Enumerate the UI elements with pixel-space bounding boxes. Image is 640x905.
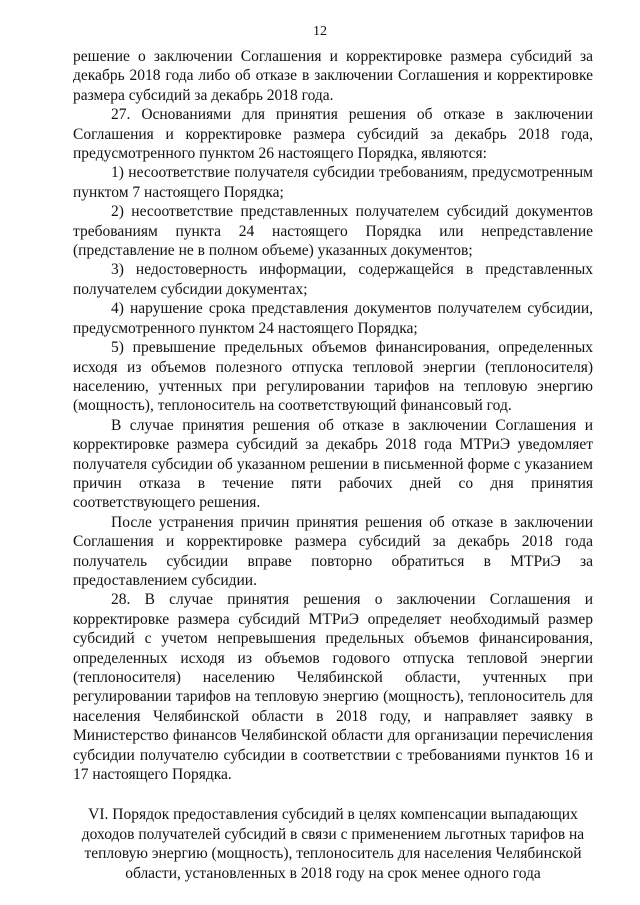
list-item-5: 5) превышение предельных объемов финансирования, определенных исходя из объемов полезного отпуска тепловой энергии (теплоносителя) населению, учтенных при регулировании тарифов на тепловую энергию (мощность), теплоноситель на соответствующий финансовый год. bbox=[73, 339, 593, 415]
list-item-3: 3) недостоверность информации, содержащейся в представленных получателем субсидии документах; bbox=[73, 261, 593, 298]
paragraph-refusal-notice: В случае принятия решения об отказе в заключении Соглашения и корректировке размера субсидий за декабрь 2018 года МТРиЭ уведомляет получателя субсидии об указанном решении в письменной форме с указанием причин отказа в течение пяти рабочих дней со дня принятия соответствующего решения. bbox=[73, 416, 593, 512]
list-item-2: 2) несоответствие представленных получателем субсидий документов требованиям пункта 24 настоящего Порядка или непредставление (представление не в полном объеме) указанных документов; bbox=[73, 203, 593, 260]
section-heading: VI. Порядок предоставления субсидий в целях компенсации выпадающих доходов получателей субсидий в связи с применением льготных тарифов на тепловую энергию (мощность), теплоноситель для населения Челябинской области, установленных в 2018 году на срок менее одного года bbox=[81, 806, 585, 882]
paragraph-28: 28. В случае принятия решения о заключении Соглашения и корректировке размера субсидий МТРиЭ определяет необходимый размер субсидий с учетом непревышения предельных объемов финансирования, определенных исходя из объемов годового отпуска тепловой энергии (теплоносителя) населению Челябинской области, учтенных при регулировании тарифов на тепловую энергию (мощность), теплоноситель для населения Челябинской области в 2018 году, и направляет заявку в Министерство финансов Челябинской области для организации перечисления субсидии получателю субсидии в соответствии с требованиями пунктов 16 и 17 настоящего Порядка. bbox=[73, 591, 593, 784]
page-number: 12 bbox=[313, 24, 327, 39]
paragraph-intro: решение о заключении Соглашения и корректировке размера субсидий за декабрь 2018 года либо об отказе в заключении Соглашения и корректировке размера субсидий за декабрь 2018 года. bbox=[73, 48, 593, 104]
paragraph-reapply: После устранения причин принятия решения об отказе в заключении Соглашения и корректировке размера субсидий за декабрь 2018 года получатель субсидии вправе повторно обратиться в МТРиЭ за предоставлением субсидии. bbox=[73, 513, 593, 589]
list-item-4: 4) нарушение срока представления документов получателем субсидии, предусмотренного пунктом 24 настоящего Порядка; bbox=[73, 300, 593, 337]
paragraph-27: 27. Основаниями для принятия решения об отказе в заключении Соглашения и корректировке размера субсидий за декабрь 2018 года, предусмотренного пунктом 26 настоящего Порядка, являются: bbox=[73, 106, 593, 163]
list-item-1: 1) несоответствие получателя субсидии требованиям, предусмотренным пунктом 7 настоящего Порядка; bbox=[73, 164, 593, 201]
document-body bbox=[73, 47, 593, 883]
